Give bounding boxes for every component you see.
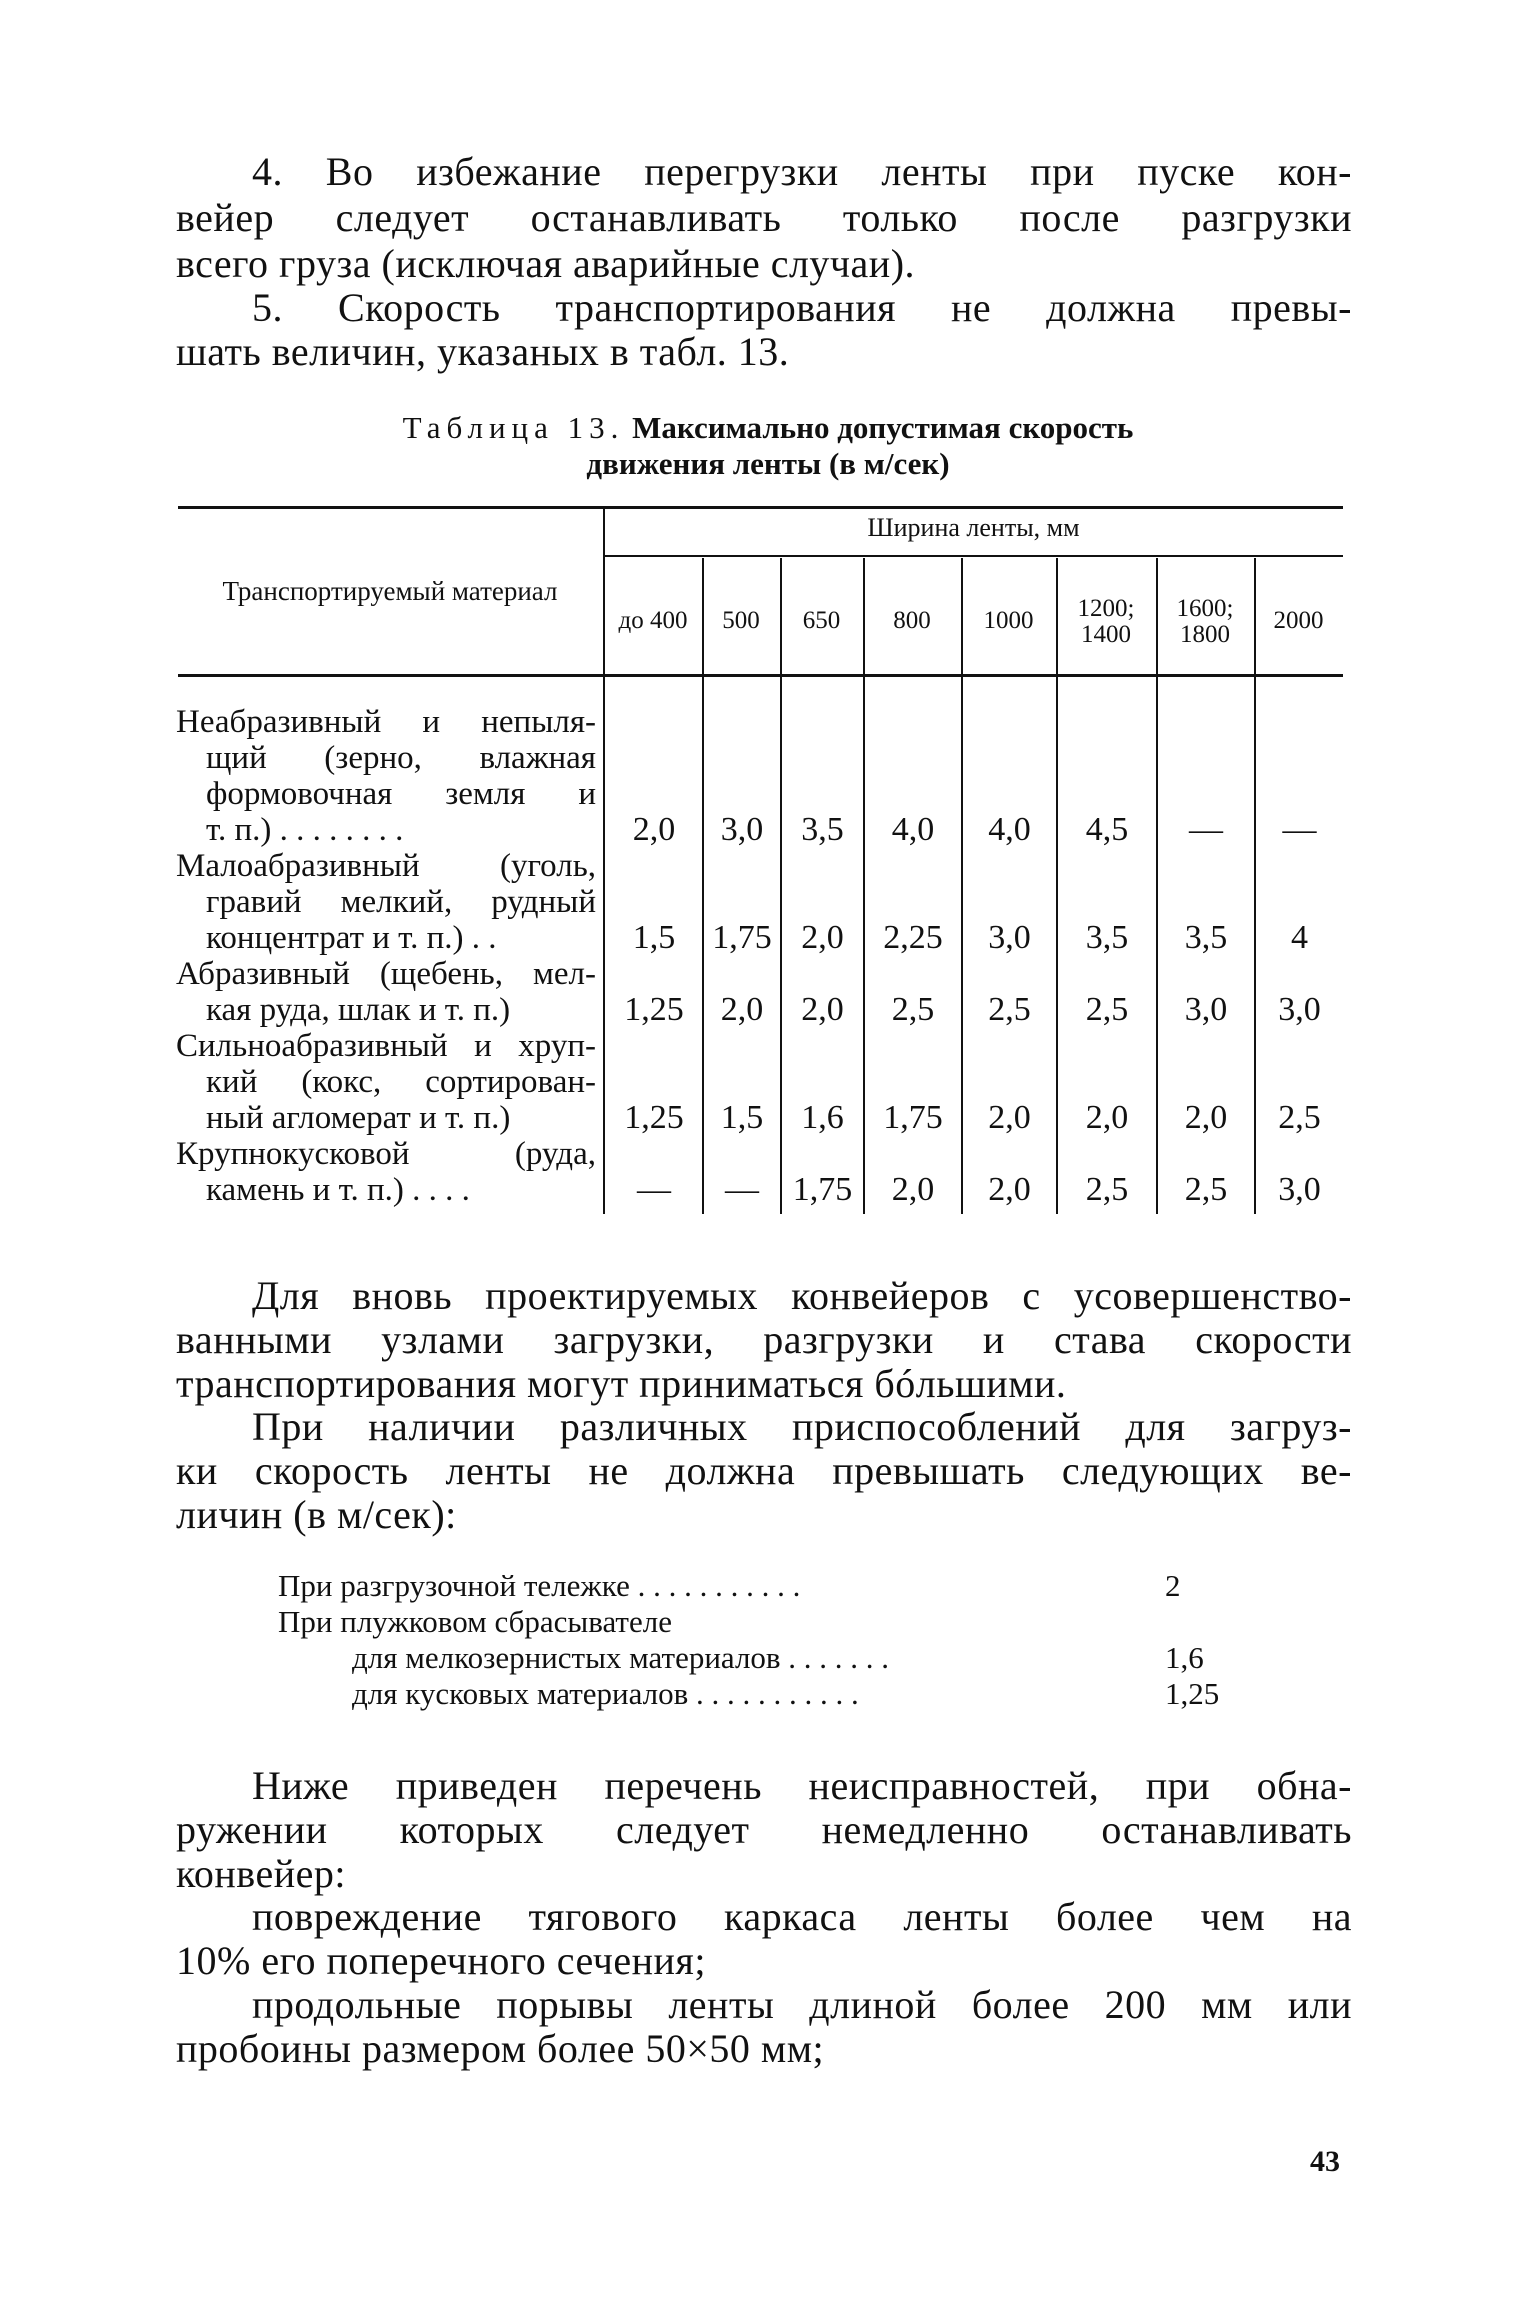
paragraph-faults-line-3: конвейер: [176,1851,346,1896]
table-cell: 4,5 [1085,811,1129,848]
table-cell: 2,0 [891,1171,935,1208]
table-cell: 1,75 [712,919,772,956]
table-cell: — [725,1171,759,1208]
fault-item-2-line-2: пробоины размером более 50×50 мм; [176,2026,825,2071]
row-label-line: ный агломерат и т. п.) [206,1100,511,1136]
table-caption-label: Таблица 13. [402,410,625,445]
table-cell: 3,5 [1085,919,1129,956]
table-row-label [176,1136,596,1208]
column-header-width: 2000 [1273,607,1324,634]
table-cell: 2,0 [988,1171,1031,1208]
paragraph-faults-line-2: ружении которых следует немедленно останавливать [176,1807,1352,1852]
paragraph-devices-line-1: При наличии различных приспособлений для загруз- [252,1404,1352,1449]
row-label-line: формовочная земля и [206,776,596,812]
table-cell: 2,5 [1278,1099,1321,1136]
table-cell: 2,0 [720,991,764,1028]
table-cell: 1,25 [624,1099,684,1136]
table-cell: 4,0 [988,811,1031,848]
table-cell: 2,0 [988,1099,1031,1136]
table-cell: 1,5 [720,1099,764,1136]
paragraph-5-line-2: шать величин, указаных в табл. 13. [176,329,790,374]
fault-item-1-line-2: 10% его поперечного сечения; [176,1938,706,1983]
column-header-width: 1000 [983,607,1034,634]
row-label-line: Крупнокусковой (руда, [176,1136,596,1172]
table-row-label [176,848,596,956]
table-cell: 1,6 [801,1099,844,1136]
paragraph-4-line-1: 4. Во избежание перегрузки ленты при пуске кон- [252,149,1352,194]
page-number: 43 [1310,2145,1340,2178]
row-label-line: камень и т. п.) . . . . [206,1172,470,1208]
table-cell: 2,5 [891,991,935,1028]
speed-list-value: 1,25 [1165,1676,1220,1711]
paragraph-4-line-3: всего груза (исключая аварийные случаи). [176,241,916,286]
row-label-line: Абразивный (щебень, мел- [176,956,596,992]
speed-list-label: для кусковых материалов . . . . . . . . . . . [352,1676,859,1711]
table-cell: 2,0 [1085,1099,1129,1136]
paragraph-devices-line-2: ки скорость ленты не должна превышать следующих ве- [176,1448,1352,1493]
table-top-rule [178,506,1343,509]
paragraph-faults-line-1: Ниже приведен перечень неисправностей, при обна- [252,1763,1352,1808]
table-row-label [176,956,596,1028]
table-cell: 2,5 [988,991,1031,1028]
row-label-line: Сильноабразивный и хруп- [176,1028,596,1064]
row-label-line: концентрат и т. п.) . . [206,920,497,956]
row-label-line: Неабразивный и непыля- [176,704,596,740]
speed-list-label: для мелкозернистых материалов . . . . . . . [352,1640,890,1675]
column-header-width: 1200; 1400 [1077,595,1135,648]
paragraph-new-line-3: транспортирования могут приниматься бóльшими. [176,1361,1067,1406]
paragraph-5-line-1: 5. Скорость транспортирования не должна превы- [252,285,1352,330]
row-label-line: кая руда, шлак и т. п.) [206,992,511,1028]
table-cell: 3,0 [720,811,764,848]
column-header-width: 800 [893,607,931,634]
table-cell: 4 [1291,919,1308,956]
table-caption-line-1: Максимально допустимая скорость [632,410,1134,445]
table-cell: — [1189,811,1223,848]
speed-list-label: При разгрузочной тележке . . . . . . . . . . . [278,1568,801,1603]
paragraph-new-line-2: ванными узлами загрузки, разгрузки и става скорости [176,1317,1352,1362]
table-caption-line-2: движения ленты (в м/сек) [586,446,950,481]
table-cell: 1,75 [883,1099,943,1136]
speed-list-label: При плужковом сбрасывателе [278,1604,672,1639]
row-label-line: Малоабразивный (уголь, [176,848,596,884]
table-cell: 2,0 [801,991,844,1028]
paragraph-4-line-2: вейер следует останавливать только после разгрузки [176,195,1352,240]
table-cell: 2,5 [1085,1171,1129,1208]
table-row-label [176,704,596,848]
fault-item-2-line-1: продольные порывы ленты длиной более 200 мм или [252,1982,1352,2027]
row-label-line: щий (зерно, влажная [206,740,596,776]
table-header-bottom-rule [178,674,1343,677]
table-cell: 3,0 [1184,991,1228,1028]
table-cell: 3,5 [801,811,844,848]
table-cell: 2,0 [632,811,676,848]
row-label-line: т. п.) . . . . . . . . [206,812,404,848]
table-cell: 4,0 [891,811,935,848]
table-cell: 3,0 [1278,991,1321,1028]
table-cell: 3,5 [1184,919,1228,956]
column-header-width-group: Ширина ленты, мм [867,513,1080,542]
paragraph-new-line-1: Для вновь проектируемых конвейеров с усовершенство- [252,1273,1352,1318]
paragraph-devices-line-3: личин (в м/сек): [176,1492,457,1537]
table-cell: 2,0 [801,919,844,956]
table-cell: 1,25 [624,991,684,1028]
column-header-width: до 400 [618,607,688,634]
table-cell: 3,0 [1278,1171,1321,1208]
fault-item-1-line-1: повреждение тягового каркаса ленты более чем на [252,1894,1352,1939]
column-header-material: Транспортируемый материал [222,576,558,606]
table-cell: 2,0 [1184,1099,1228,1136]
table-row-label [176,1028,596,1136]
column-header-width: 500 [722,607,760,634]
table-cell: 2,5 [1085,991,1129,1028]
table-cell: 1,5 [632,919,676,956]
table-cell: — [637,1171,671,1208]
table-caption [0,410,1536,446]
row-label-line: гравий мелкий, рудный [206,884,596,920]
table-cell: 2,5 [1184,1171,1228,1208]
table-cell: — [1282,811,1317,848]
column-header-width: 650 [802,607,841,634]
speed-list-value: 1,6 [1165,1640,1204,1675]
table-cell: 3,0 [988,919,1031,956]
speed-list-value: 2 [1165,1568,1181,1603]
row-label-line: кий (кокс, сортирован- [206,1064,596,1100]
table-cell: 2,25 [883,919,943,956]
table-header-rule [604,555,1343,557]
column-header-width: 1600; 1800 [1176,595,1234,648]
table-cell: 1,75 [792,1171,853,1208]
